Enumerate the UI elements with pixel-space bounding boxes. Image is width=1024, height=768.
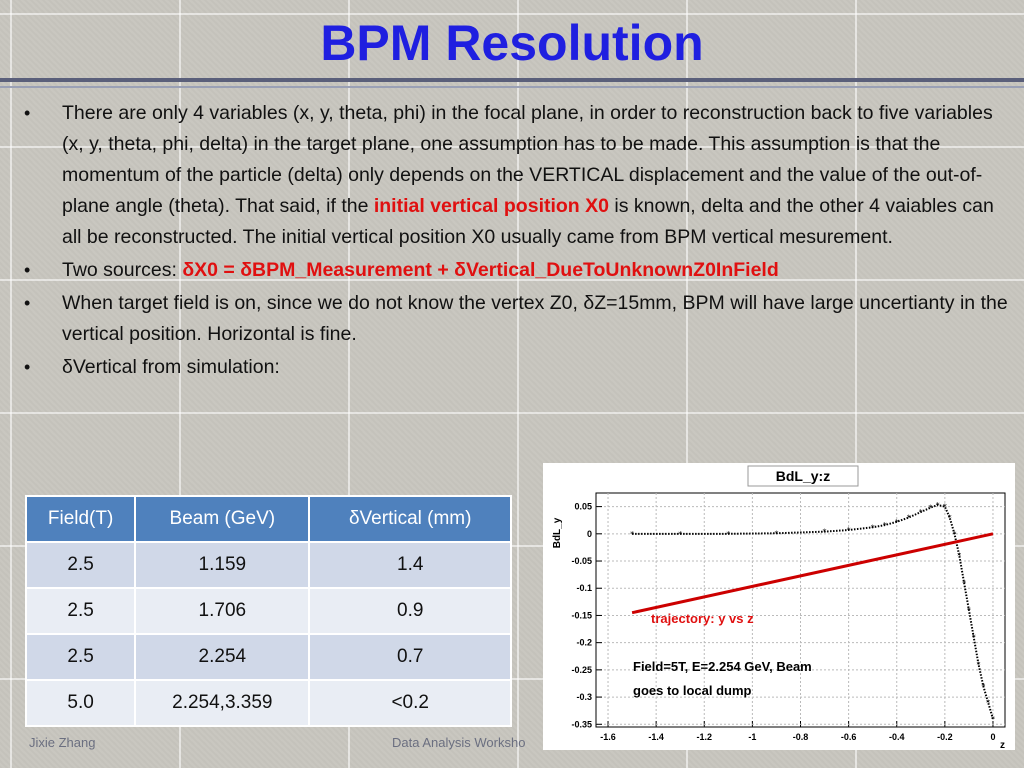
title-rule-dark xyxy=(0,78,1024,82)
series-bdl-point: * xyxy=(957,551,962,561)
series-bdl-point: * xyxy=(942,502,947,512)
x-tick-label: -1.4 xyxy=(648,732,664,742)
table-row xyxy=(26,588,511,634)
bullet-item-assumption xyxy=(24,98,1009,253)
table-row xyxy=(26,542,511,588)
y-axis-label: BdL_y xyxy=(552,517,563,549)
annotation-trajectory: trajectory: y vs z xyxy=(651,611,754,626)
table-cell: 2.5 xyxy=(26,542,135,588)
bullet-text: is known, delta and the other 4 vaiables can all be reconstructed. The initial vertical position X0 usually came from BPM vertical mesurement. xyxy=(62,195,994,248)
resolution-table xyxy=(25,495,512,727)
y-tick-label: -0.1 xyxy=(576,583,592,594)
table-cell: 2.5 xyxy=(26,588,135,634)
formula-text: δX0 = δBPM_Measurement + δVertical_DueToUnknownZ0InField xyxy=(182,259,779,281)
y-tick-label: 0 xyxy=(586,528,592,539)
x-tick-label: -1.6 xyxy=(600,732,616,742)
series-bdl-point: * xyxy=(918,508,923,518)
series-bdl-point: * xyxy=(822,527,827,537)
x-tick-label: -0.2 xyxy=(937,732,953,742)
x-tick-label: -0.4 xyxy=(888,732,905,742)
chart-title: BdL_y:z xyxy=(775,468,831,484)
y-tick-label: 0.05 xyxy=(574,501,592,512)
series-trajectory-line xyxy=(632,534,993,613)
x-axis-label: z xyxy=(1000,740,1005,750)
series-bdl-point: * xyxy=(894,517,899,527)
bullet-text: Two sources: xyxy=(62,259,177,281)
annotation-field-line2: goes to local dump xyxy=(633,683,752,698)
table-header-row xyxy=(26,496,511,542)
bullet-dot-icon: • xyxy=(24,357,31,377)
series-bdl-point: * xyxy=(976,660,981,670)
series-bdl-point: * xyxy=(962,578,967,588)
footer-event: Data Analysis Worksho xyxy=(392,735,526,750)
x-tick-label: -1.2 xyxy=(696,732,713,742)
table-cell: 2.5 xyxy=(26,634,135,680)
bullet-text: When target field is on, since we do not know the vertex Z0, δZ=15mm, BPM will have large uncertianty in the vertical position. Horizontal is fine. xyxy=(62,292,1008,345)
annotation-field-line1: Field=5T, E=2.254 GeV, Beam xyxy=(633,659,812,674)
bullet-dot-icon: • xyxy=(24,103,31,123)
title-rule-light xyxy=(0,86,1024,88)
table-cell: 0.9 xyxy=(309,588,511,634)
series-bdl-point: * xyxy=(774,529,779,539)
series-bdl-point: * xyxy=(966,606,971,615)
series-bdl-point: * xyxy=(678,529,683,539)
series-bdl-point: * xyxy=(630,529,635,539)
bullet-dot-icon: • xyxy=(24,260,31,280)
y-tick-label: -0.25 xyxy=(571,664,592,675)
y-tick-label: -0.35 xyxy=(571,719,592,730)
footer-author: Jixie Zhang xyxy=(29,735,96,750)
column-header: Beam (GeV) xyxy=(135,496,309,542)
y-tick-label: -0.2 xyxy=(576,637,592,648)
series-bdl-point: * xyxy=(952,529,957,539)
series-bdl-point: * xyxy=(846,526,851,536)
column-header: δVertical (mm) xyxy=(309,496,511,542)
table-cell: 2.254 xyxy=(135,634,309,680)
y-tick-label: -0.15 xyxy=(571,610,592,621)
table-cell: 1.159 xyxy=(135,542,309,588)
highlight-text: initial vertical position X0 xyxy=(373,195,609,217)
table-cell: 0.7 xyxy=(309,634,511,680)
bullet-text: There are only 4 variables (x, y, theta, phi) in the focal plane, in order to reconstruction back to five variables (x, y, theta, phi, delta) in the target plane, one assumption has to be made. This assumption is that the momentum of the particle (delta) only depends on the VERTICAL displacement and the value of the out-of-plane angle (theta). That said, if the xyxy=(62,102,993,217)
bullet-item-target-field xyxy=(24,288,1009,350)
bullet-item-simulation xyxy=(24,352,1009,383)
x-tick-label: -1 xyxy=(748,732,757,742)
column-header: Field(T) xyxy=(26,496,135,542)
series-bdl-point: * xyxy=(971,633,976,643)
series-bdl-point: * xyxy=(726,529,731,539)
bdl-plot-panel xyxy=(543,463,1015,750)
series-bdl-point: * xyxy=(990,714,995,724)
table-cell: 5.0 xyxy=(26,680,135,726)
x-tick-label: 0 xyxy=(990,732,996,742)
bullet-list xyxy=(24,98,1009,385)
series-bdl-point: * xyxy=(986,698,991,708)
y-tick-label: -0.3 xyxy=(576,692,592,703)
bullet-item-sources xyxy=(24,255,1009,286)
series-bdl-point: * xyxy=(928,503,933,513)
series-bdl-point: * xyxy=(882,521,887,531)
table-row xyxy=(26,680,511,726)
table-cell: 2.254,3.359 xyxy=(135,680,309,726)
table-row xyxy=(26,634,511,680)
table-cell: 1.4 xyxy=(309,542,511,588)
bullet-dot-icon: • xyxy=(24,293,31,313)
bdl-plot xyxy=(543,463,1015,750)
series-bdl-point: * xyxy=(981,682,986,692)
bullet-text: δVertical from simulation: xyxy=(62,356,280,378)
slide-title: BPM Resolution xyxy=(320,15,704,71)
x-tick-label: -0.6 xyxy=(840,732,857,742)
table-cell: 1.706 xyxy=(135,588,309,634)
series-bdl-point: * xyxy=(947,513,952,523)
series-bdl-point: * xyxy=(906,513,911,523)
series-bdl-point: * xyxy=(935,500,940,510)
y-tick-label: -0.05 xyxy=(571,556,592,567)
table-cell: <0.2 xyxy=(309,680,511,726)
series-bdl-point: * xyxy=(870,523,875,533)
x-tick-label: -0.8 xyxy=(792,732,809,742)
